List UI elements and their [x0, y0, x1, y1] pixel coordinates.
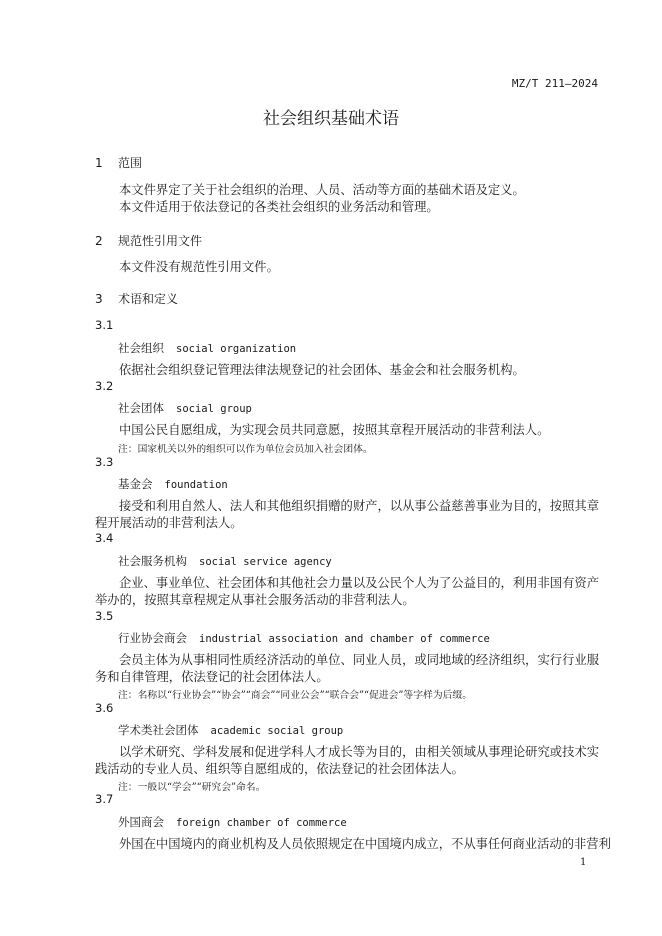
term-definition: 企业、事业单位、社会团体和其他社会力量以及公民个人为了公益目的，利用非国有资产举办的，按照其章程规定从事社会服务活动的非营利法人。: [95, 576, 599, 607]
term-note: 注：名称以“行业协会”“协会”“商会”“同业公会”“联合会”“促进会”等字样为后缀。: [118, 690, 473, 701]
term-definition: 中国公民自愿组成，为实现会员共同意愿，按照其章程开展活动的非营利法人。: [119, 423, 550, 437]
term-en: industrial association and chamber of commerce: [199, 633, 490, 645]
term-zh: 社会团体: [118, 401, 164, 415]
section-number: 2: [95, 234, 103, 248]
term-heading: [118, 630, 490, 646]
section-heading-1: [95, 154, 142, 171]
term-en: foundation: [164, 479, 228, 491]
section-number: 3: [95, 292, 103, 306]
term-number: 3.3: [95, 455, 114, 469]
term-heading: [118, 553, 332, 569]
term-zh: 学术类社会团体: [118, 723, 199, 737]
term-en: social group: [176, 403, 252, 415]
term-definition: 以学术研究、学科发展和促进学科人才成长等为目的，由相关领域从事理论研究或技术实践活动的专业人员、组织等自愿组成的，依法登记的社会团体法人。: [95, 745, 599, 776]
term-number: 3.4: [95, 531, 114, 545]
document-title: 社会组织基础术语: [263, 109, 399, 129]
term-en: academic social group: [210, 725, 344, 737]
section-title: 术语和定义: [118, 292, 179, 306]
term-heading: [118, 722, 343, 738]
document-code: MZ/T 211—2024: [511, 77, 598, 90]
section-heading-2: [95, 232, 202, 249]
term-en: social service agency: [199, 556, 332, 568]
term-en: foreign chamber of commerce: [176, 817, 347, 829]
term-note: 注：一般以“学会”“研究会”命名。: [118, 782, 266, 793]
term-zh: 社会组织: [118, 341, 164, 355]
term-definition: 依据社会组织登记管理法律法规登记的社会团体、基金会和社会服务机构。: [119, 363, 525, 377]
term-definition: 外国在中国境内的商业机构及人员依照规定在中国境内成立，不从事任何商业活动的非营利: [119, 837, 611, 851]
paragraph: 本文件没有规范性引用文件。: [119, 260, 279, 274]
term-heading: [118, 476, 228, 492]
paragraph: 本文件适用于依法登记的各类社会组织的业务活动和管理。: [119, 200, 439, 214]
section-heading-3: [95, 290, 178, 307]
term-en: social organization: [176, 343, 297, 355]
section-number: 1: [95, 156, 103, 170]
term-number: 3.6: [95, 701, 114, 715]
term-number: 3.1: [95, 318, 114, 332]
term-note: 注：国家机关以外的组织可以作为单位会员加入社会团体。: [118, 444, 373, 455]
term-heading: [118, 814, 347, 830]
term-zh: 行业协会商会: [118, 631, 187, 645]
term-zh: 外国商会: [118, 815, 164, 829]
term-number: 3.7: [95, 792, 114, 806]
term-zh: 基金会: [118, 477, 153, 491]
paragraph: 本文件界定了关于社会组织的治理、人员、活动等方面的基础术语及定义。: [119, 183, 525, 197]
term-definition: 接受和利用自然人、法人和其他组织捐赠的财产，以从事公益慈善事业为目的，按照其章程开展活动的非营利法人。: [95, 499, 599, 530]
page-number: 1: [580, 857, 587, 868]
section-title: 范围: [118, 156, 143, 170]
term-definition: 会员主体为从事相同性质经济活动的单位、同业人员，或同地域的经济组织，实行行业服务和自律管理，依法登记的社会团体法人。: [95, 653, 599, 684]
term-zh: 社会服务机构: [118, 554, 187, 568]
term-heading: [118, 340, 296, 356]
term-heading: [118, 400, 252, 416]
term-number: 3.5: [95, 609, 114, 623]
term-number: 3.2: [95, 379, 114, 393]
section-title: 规范性引用文件: [118, 234, 203, 248]
